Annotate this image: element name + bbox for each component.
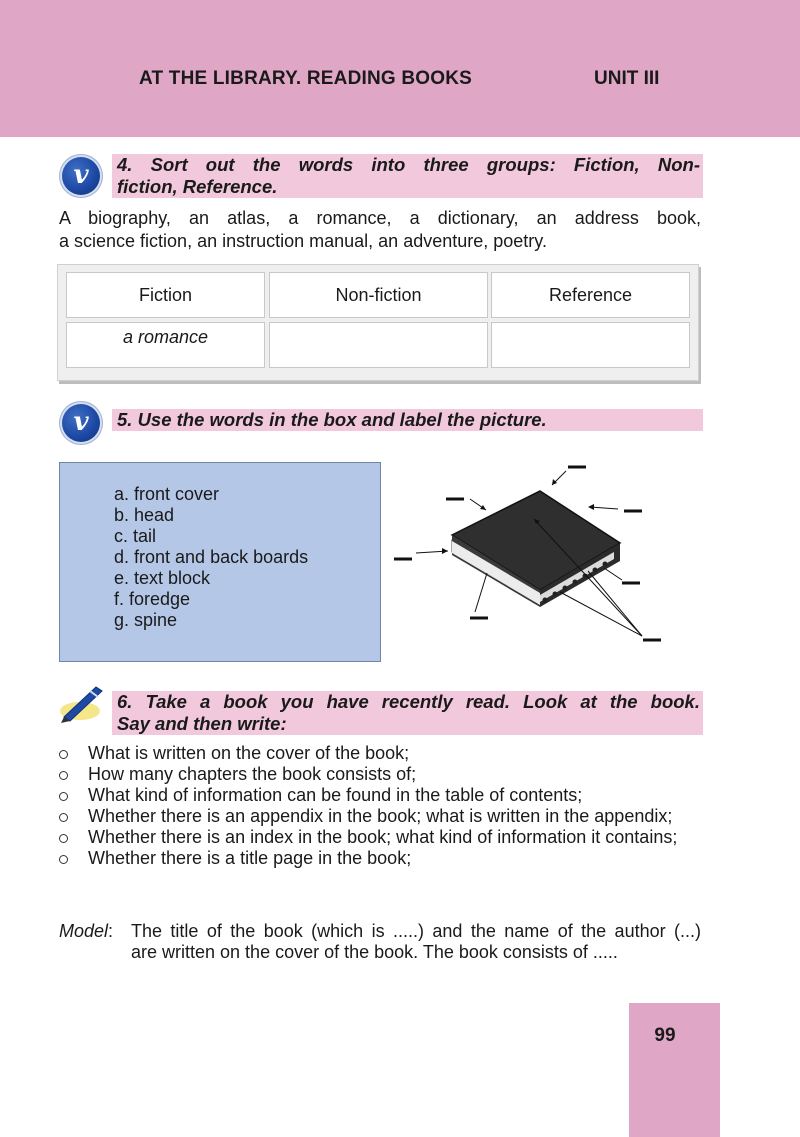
task6-bullet-list <box>59 743 701 869</box>
list-item <box>59 764 701 785</box>
list-item-text: How many chapters the book consists of; <box>88 764 417 784</box>
list-item-text: Whether there is a title page in the book; <box>88 848 412 868</box>
task6-heading <box>112 691 703 735</box>
table-header-fiction: Fiction <box>66 272 265 318</box>
task6-heading-line1: 6. Take a book you have recently read. Look at the book. <box>117 691 700 712</box>
model-label: Model <box>59 921 109 941</box>
model-answer <box>59 921 701 963</box>
model-text-line2: are written on the cover of the book. The book consists of ..... <box>131 942 618 962</box>
list-item-text: What is written on the cover of the book; <box>88 743 410 763</box>
word-item: f. foredge <box>114 589 191 609</box>
table-cell-reference[interactable] <box>491 322 690 368</box>
bullet-circle-icon <box>59 750 68 759</box>
task5-badge-icon: v <box>62 404 100 442</box>
word-item: c. tail <box>114 526 157 546</box>
task5-heading-text: 5. Use the words in the box and label the picture. <box>117 409 547 430</box>
list-item <box>59 806 701 827</box>
word-box <box>59 462 381 662</box>
task4-text-line2: a science fiction, an instruction manual, an adventure, poetry. <box>59 231 547 251</box>
list-item-text: What kind of information can be found in the table of contents; <box>88 785 583 805</box>
list-item <box>59 827 701 848</box>
table-header-nonfiction: Non-fiction <box>269 272 488 318</box>
sorting-table <box>57 264 699 381</box>
task4-word-list <box>59 207 701 253</box>
list-item <box>59 785 701 806</box>
task4-heading-line2: fiction, Reference. <box>117 176 278 197</box>
task4-heading-line1: 4. Sort out the words into three groups: Fiction, Non- <box>117 154 700 175</box>
word-item: d. front and back boards <box>114 547 309 567</box>
header-title: AT THE LIBRARY. READING BOOKS <box>139 68 473 89</box>
list-item <box>59 743 701 764</box>
bullet-circle-icon <box>59 834 68 843</box>
bullet-circle-icon <box>59 792 68 801</box>
model-text-line1: The title of the book (which is .....) and the name of the author (...) <box>131 921 701 941</box>
word-item: a. front cover <box>114 484 220 504</box>
list-item-text: Whether there is an index in the book; what kind of information it contains; <box>88 827 678 847</box>
model-colon: : <box>108 921 114 941</box>
table-cell-nonfiction[interactable] <box>269 322 488 368</box>
word-item: b. head <box>114 505 175 525</box>
page-number-box <box>629 1003 720 1137</box>
header-unit: UNIT III <box>594 68 660 89</box>
task4-badge-icon: v <box>62 157 100 195</box>
bullet-circle-icon <box>59 855 68 864</box>
book-diagram-icon <box>390 455 680 650</box>
task5-heading <box>112 409 703 431</box>
word-item: e. text block <box>114 568 211 588</box>
list-item <box>59 848 701 869</box>
task4-text-line1: A biography, an atlas, a romance, a dictionary, an address book, <box>59 208 701 228</box>
list-item-text: Whether there is an appendix in the book; what is written in the appendix; <box>88 806 673 826</box>
table-header-reference: Reference <box>491 272 690 318</box>
bullet-circle-icon <box>59 813 68 822</box>
task4-heading <box>112 154 703 198</box>
page-header <box>0 0 800 137</box>
word-item: g. spine <box>114 610 178 630</box>
pen-icon <box>58 683 106 723</box>
task6-heading-line2: Say and then write: <box>117 713 287 734</box>
page-number: 99 <box>654 1025 676 1046</box>
bullet-circle-icon <box>59 771 68 780</box>
table-cell-fiction[interactable]: a romance <box>66 322 265 368</box>
